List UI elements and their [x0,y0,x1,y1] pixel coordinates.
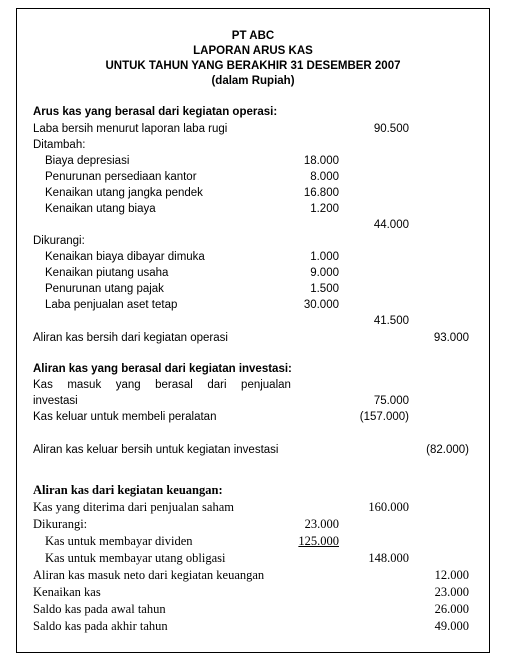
report-period: UNTUK TAHUN YANG BERAKHIR 31 DESEMBER 2007 [105,60,401,72]
ditambah-label: Ditambah: [33,139,86,151]
cash-flow-statement [16,8,490,653]
less-item-label: Kenaikan biaya dibayar dimuka [45,251,205,263]
less-item-label: Laba penjualan aset tetap [45,299,178,311]
saldo-akhir-label: Saldo kas pada akhir tahun [33,619,168,633]
operasi-net-value: 93.000 [433,332,469,344]
obligasi-value: 125.000 [298,534,339,548]
less-item-label: Kenaikan piutang usaha [45,267,169,279]
word: masuk [67,379,102,391]
word: dari [207,379,227,391]
saham-label: Kas yang diterima dari penjualan saham [33,500,234,514]
kenaikan-kas-value: 23.000 [434,585,469,599]
company-name: PT ABC [231,30,275,42]
operasi-heading: Arus kas yang berasal dari kegiatan operasi: [33,106,278,118]
dividen-label: Kas untuk membayar dividen [45,534,193,548]
saldo-awal-label: Saldo kas pada awal tahun [33,602,166,616]
keuangan-heading: Aliran kas dari kegiatan keuangan: [33,483,223,497]
saldo-akhir-value: 49.000 [434,619,469,633]
word: berasal [155,379,193,391]
keuangan-net-value: 12.000 [434,568,469,582]
add-item-value: 16.800 [303,187,339,199]
less-total-value: 41.500 [373,315,409,327]
masuk-value: 75.000 [373,395,409,407]
saham-value: 160.000 [368,500,409,514]
laba-value: 90.500 [373,123,409,135]
less-item-label: Penurunan utang pajak [45,283,164,295]
kenaikan-kas-label: Kenaikan kas [33,585,101,599]
less-item-value: 30.000 [303,299,339,311]
currency-note: (dalam Rupiah) [211,75,295,87]
add-item-value: 1.200 [310,203,339,215]
add-item-value: 18.000 [303,155,339,167]
word: Kas [33,379,53,391]
add-total-value: 44.000 [373,219,409,231]
word: yang [115,379,141,391]
masuk-label-line2: investasi [33,395,78,407]
less-item-value: 1.500 [310,283,339,295]
investasi-net-value: (82.000) [426,444,469,456]
laba-label: Laba bersih menurut laporan laba rugi [33,123,228,135]
word: penjualan [241,379,291,391]
add-item-value: 8.000 [310,171,339,183]
add-item-label: Biaya depresiasi [45,155,130,167]
keuangan-dikurangi-label: Dikurangi: [33,517,88,531]
report-title: LAPORAN ARUS KAS [193,45,313,57]
keuangan-net-label: Aliran kas masuk neto dari kegiatan keuangan [33,568,265,582]
operasi-net-label: Aliran kas bersih dari kegiatan operasi [33,332,228,344]
investasi-heading: Aliran kas yang berasal dari kegiatan investasi: [33,363,292,375]
dikurangi-label: Dikurangi: [33,235,85,247]
saldo-awal-value: 26.000 [434,602,469,616]
keluar-label: Kas keluar untuk membeli peralatan [33,411,217,423]
dividen-value: 23.000 [304,517,339,531]
keuangan-subtotal-value: 148.000 [368,551,409,565]
less-item-value: 1.000 [310,251,339,263]
investasi-net-label: Aliran kas keluar bersih untuk kegiatan investasi [33,444,279,456]
add-item-label: Kenaikan utang biaya [45,203,156,215]
add-item-label: Penurunan persediaan kantor [45,171,197,183]
obligasi-label: Kas untuk membayar utang obligasi [45,551,226,565]
less-item-value: 9.000 [310,267,339,279]
masuk-label-line1 [33,378,291,392]
keluar-value: (157.000) [359,411,409,423]
add-item-label: Kenaikan utang jangka pendek [45,187,203,199]
